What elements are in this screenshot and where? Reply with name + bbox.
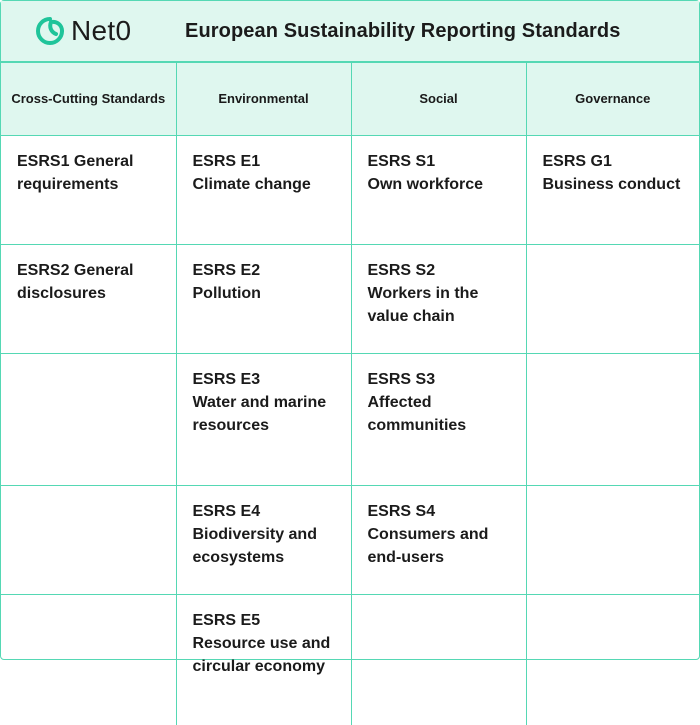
standards-table xyxy=(1,63,699,725)
column-header-environmental: Environmental xyxy=(176,63,351,136)
brand xyxy=(1,15,171,47)
table-cell xyxy=(176,595,351,725)
table-cell xyxy=(351,245,526,354)
table-cell xyxy=(176,486,351,595)
table-cell xyxy=(526,245,699,354)
table-row xyxy=(1,136,699,245)
table-row xyxy=(1,245,699,354)
standard-code: ESRS E3 xyxy=(193,368,341,391)
table-cell xyxy=(1,354,176,486)
table-header-row xyxy=(1,63,699,136)
standard-name: Own workforce xyxy=(368,173,516,196)
table-cell xyxy=(1,136,176,245)
standard-name: Pollution xyxy=(193,282,341,305)
table-cell xyxy=(1,245,176,354)
standard-code: ESRS E1 xyxy=(193,150,341,173)
table-cell xyxy=(351,595,526,725)
table-cell xyxy=(1,595,176,725)
standard-code: ESRS E4 xyxy=(193,500,341,523)
table-cell xyxy=(176,245,351,354)
column-header-social: Social xyxy=(351,63,526,136)
standard-name: Consumers and end-users xyxy=(368,523,516,569)
table-cell xyxy=(351,354,526,486)
standard-name: Workers in the value chain xyxy=(368,282,516,328)
table-cell xyxy=(526,595,699,725)
page-title: European Sustainability Reporting Standards xyxy=(185,20,620,43)
leaf-circle-icon xyxy=(35,16,65,46)
table-cell xyxy=(351,136,526,245)
table-cell xyxy=(351,486,526,595)
standard-code: ESRS S3 xyxy=(368,368,516,391)
table-cell xyxy=(526,486,699,595)
standard-name: Climate change xyxy=(193,173,341,196)
table-cell xyxy=(526,136,699,245)
column-header-governance: Governance xyxy=(526,63,699,136)
standard-code: ESRS S2 xyxy=(368,259,516,282)
table-row xyxy=(1,486,699,595)
table-cell xyxy=(176,354,351,486)
standard-code: ESRS E2 xyxy=(193,259,341,282)
standard-name: Water and marine resources xyxy=(193,391,341,437)
standard-code: ESRS E5 xyxy=(193,609,341,632)
standard-name: Resource use and circular economy xyxy=(193,632,341,678)
standard-code: ESRS S4 xyxy=(368,500,516,523)
standard-code: ESRS1 General requirements xyxy=(17,150,166,196)
standard-name: Affected communities xyxy=(368,391,516,437)
table-cell xyxy=(176,136,351,245)
standard-name: Biodiversity and ecosystems xyxy=(193,523,341,569)
standard-code: ESRS2 General disclosures xyxy=(17,259,166,305)
standard-name: Business conduct xyxy=(543,173,690,196)
table-row xyxy=(1,595,699,725)
column-header-cross-cutting: Cross-Cutting Standards xyxy=(1,63,176,136)
brand-name: Net0 xyxy=(71,15,131,47)
table-cell xyxy=(1,486,176,595)
standard-code: ESRS G1 xyxy=(543,150,690,173)
standard-code: ESRS S1 xyxy=(368,150,516,173)
header-bar xyxy=(1,1,699,63)
table-cell xyxy=(526,354,699,486)
table-row xyxy=(1,354,699,486)
